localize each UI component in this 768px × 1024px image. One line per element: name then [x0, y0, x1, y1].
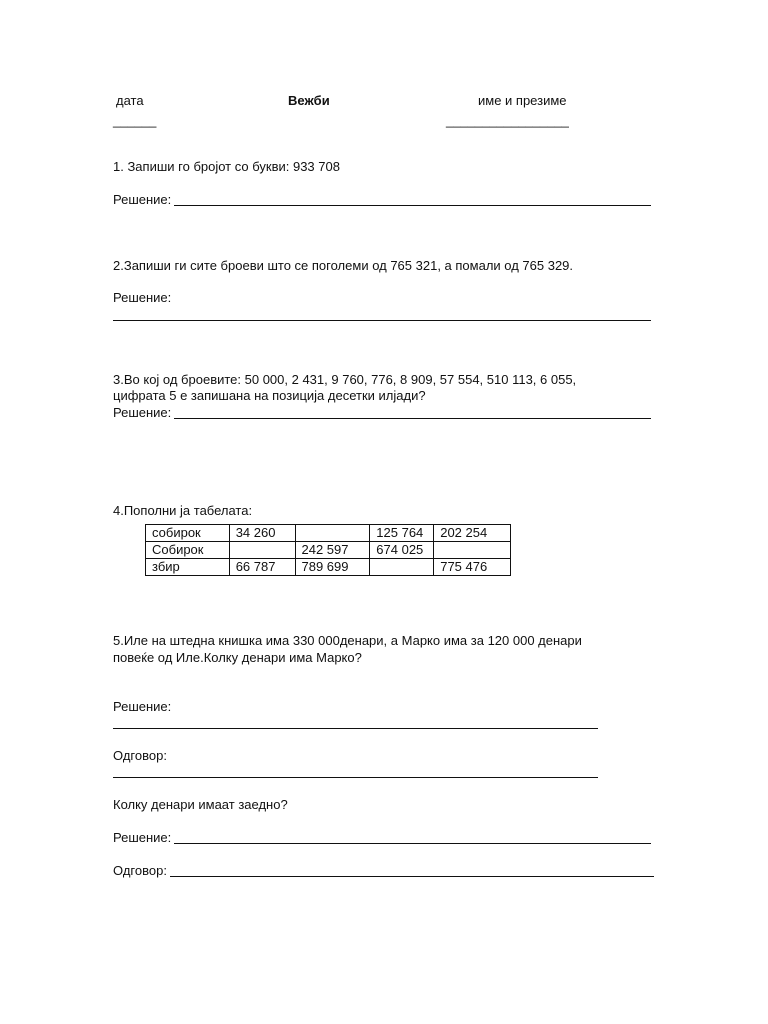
- table-cell: 789 699: [295, 559, 370, 576]
- question-2-answer-line[interactable]: [113, 320, 651, 321]
- question-1-answer-line[interactable]: [174, 205, 651, 206]
- question-2-solution-label: Решение:: [113, 290, 172, 305]
- table-cell: збир: [146, 559, 230, 576]
- question-5-answer-label: Одговор:: [113, 748, 167, 763]
- addition-table: [145, 524, 511, 576]
- page-title: Вежби: [288, 93, 330, 108]
- question-5-solution-line[interactable]: [113, 728, 598, 729]
- table-cell-empty[interactable]: [370, 559, 434, 576]
- table-row-sum: [146, 559, 511, 576]
- name-label: име и презиме: [478, 93, 567, 108]
- question-5-solution-line-2[interactable]: [174, 843, 651, 844]
- question-1-text: 1. Запиши го бројот со букви: 933 708: [113, 159, 340, 174]
- table-row-addend-2: [146, 542, 511, 559]
- question-5-answer-line[interactable]: [113, 777, 598, 778]
- table-cell: 202 254: [434, 525, 511, 542]
- name-blank[interactable]: _________________: [446, 113, 569, 128]
- question-3-answer-line[interactable]: [174, 418, 651, 419]
- question-5-sub-question: Колку денари имаат заедно?: [113, 797, 288, 812]
- table-cell-empty[interactable]: [434, 542, 511, 559]
- table-cell-empty[interactable]: [295, 525, 370, 542]
- question-4-text: 4.Пополни ја табелата:: [113, 503, 253, 518]
- table-cell: 125 764: [370, 525, 434, 542]
- table-cell: 674 025: [370, 542, 434, 559]
- table-cell-empty[interactable]: [229, 542, 295, 559]
- question-5-answer-line-2[interactable]: [170, 876, 654, 877]
- table-cell: 66 787: [229, 559, 295, 576]
- question-3-line-1: 3.Во кој од броевите: 50 000, 2 431, 9 760, 776, 8 909, 57 554, 510 113, 6 055,: [113, 372, 577, 387]
- table-cell: собирок: [146, 525, 230, 542]
- table-cell: Собирок: [146, 542, 230, 559]
- question-3-solution-label: Решение:: [113, 405, 172, 420]
- table-cell: 34 260: [229, 525, 295, 542]
- question-5-line-1: 5.Иле на штедна книшка има 330 000денари, а Марко има за 120 000 денари: [113, 633, 582, 648]
- question-5-solution-label: Решение:: [113, 699, 172, 714]
- table-cell: 242 597: [295, 542, 370, 559]
- question-3-line-2: цифрата 5 е запишана на позиција десетки илјади?: [113, 388, 426, 403]
- question-2-text: 2.Запиши ги сите броеви што се поголеми од 765 321, а помали од 765 329.: [113, 258, 574, 273]
- question-5-solution-label-2: Решение:: [113, 830, 172, 845]
- question-5-answer-label-2: Одговор:: [113, 863, 167, 878]
- question-5-line-2: повеќе од Иле.Колку денари има Марко?: [113, 650, 362, 665]
- table-cell: 775 476: [434, 559, 511, 576]
- question-1-solution-label: Решение:: [113, 192, 172, 207]
- table-row-addend-1: [146, 525, 511, 542]
- date-label: дата: [116, 93, 144, 108]
- date-blank[interactable]: ______: [113, 113, 157, 128]
